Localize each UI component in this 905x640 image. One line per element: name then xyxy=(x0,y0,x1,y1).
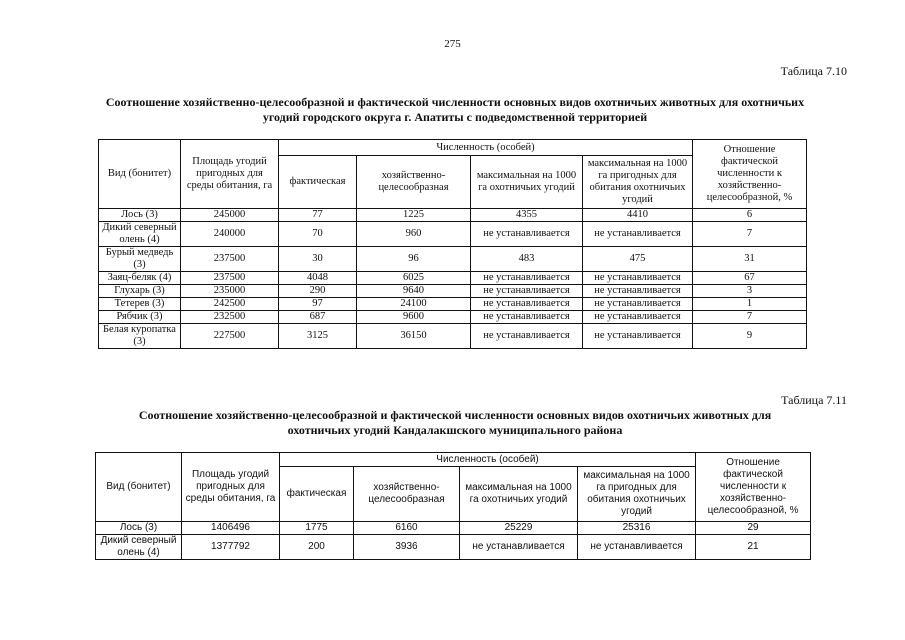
cell-area: 227500 xyxy=(181,324,279,349)
table-7-11-title-line2: охотничьих угодий Кандалакшского муниципального района xyxy=(287,423,623,437)
header-max-suitable: максимальная на 1000 га пригодных для обитания охотничьих угодий xyxy=(578,467,696,522)
cell-max-hunting: не устанавливается xyxy=(471,298,583,311)
cell-species: Бурый медведь (3) xyxy=(99,247,181,272)
header-actual: фактическая xyxy=(279,156,357,209)
cell-max-hunting: 25229 xyxy=(460,522,578,535)
table-row xyxy=(99,209,807,222)
cell-species: Лось (3) xyxy=(96,522,182,535)
table-7-11-body xyxy=(96,522,811,560)
cell-economic: 24100 xyxy=(357,298,471,311)
cell-max-suitable: не устанавливается xyxy=(583,285,693,298)
cell-area: 235000 xyxy=(181,285,279,298)
cell-actual: 4048 xyxy=(279,272,357,285)
table-7-10-title xyxy=(60,95,850,125)
cell-economic: 96 xyxy=(357,247,471,272)
cell-ratio: 67 xyxy=(693,272,807,285)
header-count-group: Численность (особей) xyxy=(280,453,696,467)
cell-max-suitable: не устанавливается xyxy=(583,324,693,349)
cell-economic: 6025 xyxy=(357,272,471,285)
cell-max-suitable: 25316 xyxy=(578,522,696,535)
cell-ratio: 6 xyxy=(693,209,807,222)
table-7-10-body xyxy=(99,209,807,349)
header-economic: хозяйственно-целесообразная xyxy=(357,156,471,209)
cell-max-suitable: не устанавливается xyxy=(583,311,693,324)
table-7-11-label: Таблица 7.11 xyxy=(781,393,847,407)
table-row xyxy=(99,247,807,272)
header-area: Площадь угодий пригодных для среды обитания, га xyxy=(182,453,280,522)
cell-species: Белая куропатка (3) xyxy=(99,324,181,349)
table-7-10-label: Таблица 7.10 xyxy=(780,64,847,78)
cell-max-hunting: 4355 xyxy=(471,209,583,222)
cell-area: 237500 xyxy=(181,247,279,272)
cell-species: Рябчик (3) xyxy=(99,311,181,324)
cell-species: Заяц-беляк (4) xyxy=(99,272,181,285)
table-7-10-title-line2: угодий городского округа г. Апатиты с подведомственной территорией xyxy=(262,110,648,124)
cell-economic: 960 xyxy=(357,222,471,247)
table-7-11-title-line1: Соотношение хозяйственно-целесообразной и фактической численности основных видов охотничьих животных для xyxy=(138,408,772,422)
cell-max-suitable: не устанавливается xyxy=(583,222,693,247)
table-7-11-title xyxy=(60,408,850,438)
cell-species: Тетерев (3) xyxy=(99,298,181,311)
cell-ratio: 7 xyxy=(693,311,807,324)
cell-area: 237500 xyxy=(181,272,279,285)
cell-area: 245000 xyxy=(181,209,279,222)
cell-max-suitable: не устанавливается xyxy=(583,272,693,285)
cell-species: Дикий северный олень (4) xyxy=(99,222,181,247)
cell-actual: 200 xyxy=(280,535,354,560)
cell-ratio: 29 xyxy=(696,522,811,535)
cell-max-hunting: не устанавливается xyxy=(471,285,583,298)
cell-max-suitable: 475 xyxy=(583,247,693,272)
cell-economic: 36150 xyxy=(357,324,471,349)
table-7-10-title-line1: Соотношение хозяйственно-целесообразной и фактической численности основных видов охотничьих животных для охотничьих xyxy=(105,95,805,109)
cell-max-hunting: не устанавливается xyxy=(471,311,583,324)
header-economic: хозяйственно-целесообразная xyxy=(354,467,460,522)
cell-economic: 6160 xyxy=(354,522,460,535)
cell-actual: 70 xyxy=(279,222,357,247)
table-7-11 xyxy=(95,452,811,560)
cell-ratio: 9 xyxy=(693,324,807,349)
cell-species: Глухарь (3) xyxy=(99,285,181,298)
cell-ratio: 31 xyxy=(693,247,807,272)
header-area: Площадь угодий пригодных для среды обитания, га xyxy=(181,140,279,209)
table-row xyxy=(96,522,811,535)
cell-ratio: 1 xyxy=(693,298,807,311)
table-row xyxy=(99,324,807,349)
header-ratio: Отношение фактической численности к хозяйственно-целесообразной, % xyxy=(696,453,811,522)
cell-max-suitable: 4410 xyxy=(583,209,693,222)
cell-area: 232500 xyxy=(181,311,279,324)
table-row xyxy=(99,222,807,247)
table-7-10 xyxy=(98,139,807,349)
cell-ratio: 21 xyxy=(696,535,811,560)
cell-max-hunting: не устанавливается xyxy=(460,535,578,560)
header-count-group: Численность (особей) xyxy=(279,140,693,156)
table-row xyxy=(99,298,807,311)
cell-area: 242500 xyxy=(181,298,279,311)
cell-max-suitable: не устанавливается xyxy=(578,535,696,560)
cell-max-hunting: не устанавливается xyxy=(471,324,583,349)
cell-area: 1406496 xyxy=(182,522,280,535)
cell-economic: 3936 xyxy=(354,535,460,560)
table-row xyxy=(96,535,811,560)
header-species: Вид (бонитет) xyxy=(96,453,182,522)
table-row xyxy=(99,311,807,324)
cell-economic: 9600 xyxy=(357,311,471,324)
cell-species: Дикий северный олень (4) xyxy=(96,535,182,560)
cell-max-hunting: не устанавливается xyxy=(471,222,583,247)
cell-species: Лось (3) xyxy=(99,209,181,222)
cell-actual: 290 xyxy=(279,285,357,298)
cell-economic: 1225 xyxy=(357,209,471,222)
cell-actual: 97 xyxy=(279,298,357,311)
page-number: 275 xyxy=(444,38,461,50)
header-ratio: Отношение фактической численности к хозяйственно-целесообразной, % xyxy=(693,140,807,209)
cell-max-hunting: не устанавливается xyxy=(471,272,583,285)
cell-actual: 687 xyxy=(279,311,357,324)
cell-ratio: 3 xyxy=(693,285,807,298)
cell-max-hunting: 483 xyxy=(471,247,583,272)
table-row xyxy=(99,285,807,298)
cell-actual: 77 xyxy=(279,209,357,222)
header-actual: фактическая xyxy=(280,467,354,522)
cell-ratio: 7 xyxy=(693,222,807,247)
cell-area: 1377792 xyxy=(182,535,280,560)
cell-actual: 3125 xyxy=(279,324,357,349)
cell-actual: 30 xyxy=(279,247,357,272)
table-row xyxy=(99,272,807,285)
header-max-suitable: максимальная на 1000 га пригодных для обитания охотничьих угодий xyxy=(583,156,693,209)
cell-actual: 1775 xyxy=(280,522,354,535)
cell-economic: 9640 xyxy=(357,285,471,298)
cell-max-suitable: не устанавливается xyxy=(583,298,693,311)
header-max-hunting: максимальная на 1000 га охотничьих угодий xyxy=(471,156,583,209)
cell-area: 240000 xyxy=(181,222,279,247)
header-max-hunting: максимальная на 1000 га охотничьих угодий xyxy=(460,467,578,522)
header-species: Вид (бонитет) xyxy=(99,140,181,209)
